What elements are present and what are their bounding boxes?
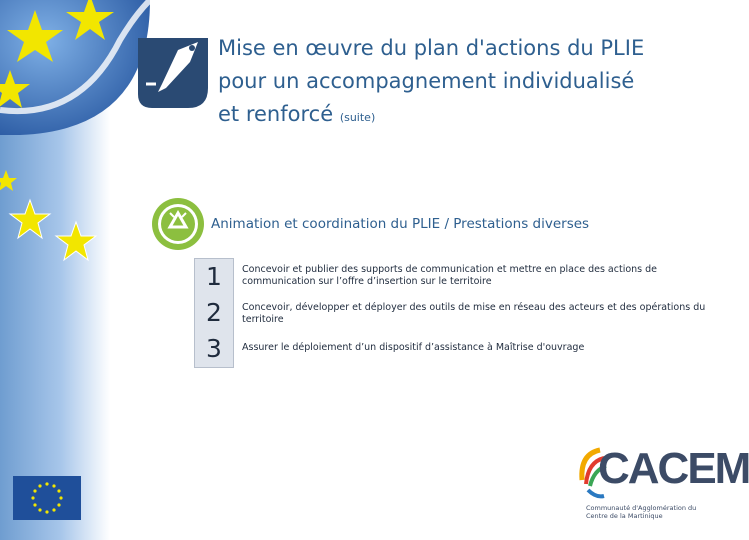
cacem-logo-text: CACEM [598, 444, 749, 493]
item-number-1: 1 [206, 262, 222, 291]
section-heading: Animation et coordination du PLIE / Prestations diverses [211, 216, 590, 232]
slide-title [218, 32, 658, 134]
list-item-3: Assurer le déploiement d’un dispositif d’assistance à Maîtrise d'ouvrage [242, 342, 585, 353]
item-number-2: 2 [206, 298, 222, 327]
eu-flag-icon [13, 476, 81, 520]
item-number-3: 3 [206, 334, 222, 363]
list-item-1: Concevoir et publier des supports de communication et mettre en place des actions de communication sur l’offre d’insertion sur le territoire [242, 264, 658, 287]
recycle-icon [150, 196, 206, 252]
number-column [194, 258, 234, 368]
list-item-2: Concevoir, développer et déployer des outils de mise en réseau des acteurs et des opérations du territoire [242, 302, 706, 325]
pen-nib-icon [128, 28, 212, 112]
slide-title-suffix: (suite) [339, 111, 376, 124]
slide-title-text: Mise en œuvre du plan d'actions du PLIE pour un accompagnement individualisé et renforcé [218, 36, 645, 126]
star-decoration [0, 150, 110, 270]
cacem-logo-subtitle: Communauté d'Agglomération du Centre de la Martinique [586, 504, 697, 520]
